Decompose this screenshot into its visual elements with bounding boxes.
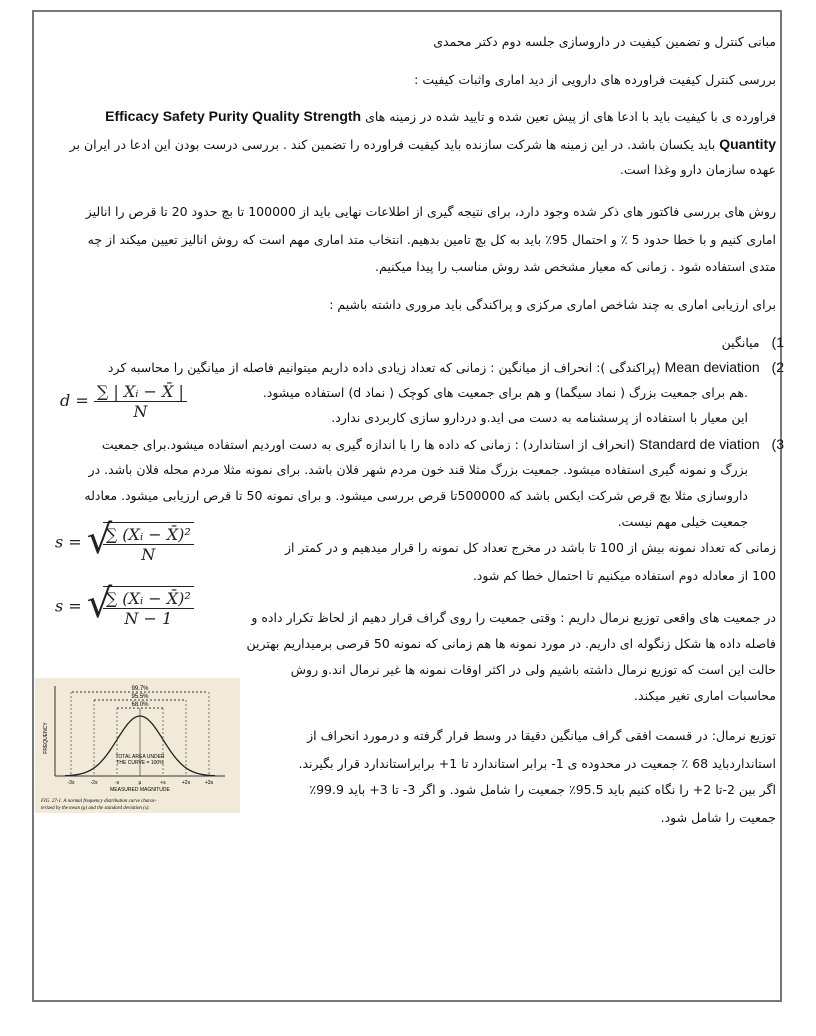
list-number-2: 2) — [771, 359, 784, 375]
x-tick-label: +2s — [181, 780, 191, 786]
paragraph-1-line-1 — [105, 108, 776, 124]
radical-sign-icon: √ — [86, 517, 113, 563]
list-item-3-line-4: جمعیت خیلی مهم نیست. — [617, 514, 748, 529]
paragraph-2-line-2: اماری کنیم و با خطا حدود 5 ٪ و احتمال 95٪ باید به کل بچ تامین بدهیم. انتخاب متد اماری مهم است که روش انالیز تعیین میکند از چه — [87, 232, 776, 247]
figure-caption-2: terized by the mean (μ) and the standard deviation (s). — [41, 806, 150, 811]
radical-sign-icon: √ — [86, 581, 113, 627]
list-item-3-line-1: (انحراف از استاندارد) : زمانی که داده ها را با اندازه گیری به دست اوردیم استفاده میشود.برای جمعیت — [101, 437, 635, 452]
formula-numerator: ∑ | Xᵢ − X̄ | — [94, 382, 187, 402]
paragraph-2-line-3: متدی استفاده شود . زمانی که معیار مشخص شد روش مناسب را پیدا میکنیم. — [375, 259, 776, 274]
paragraph-1-line-3: عهده سازمان دارو وغذا است. — [619, 162, 776, 177]
paragraph-4-line-1: زمانی که تعداد نمونه بیش از 100 تا باشد در مخرج تعداد کل نمونه را قرار میدهیم و در کمتر از — [285, 540, 776, 555]
formula-lhs: d = — [60, 391, 89, 410]
x-tick-labels — [68, 780, 214, 786]
label-680: 68.0% — [131, 702, 149, 708]
label-997: 99.7% — [131, 686, 149, 692]
square-root — [86, 517, 194, 564]
paragraph-1-text: فراورده ی با کیفیت باید با ادعا های از پیش تعین شده و تایید شده در زمینه های — [365, 109, 776, 124]
x-tick-label: +3s — [204, 780, 214, 786]
paragraph-6-line-3: اگر بین 2-تا 2+ را نگاه کنیم باید 95.5٪ جمعیت را شامل شود. و اگر 3- تا 3+ باید 99.9٪ — [309, 782, 776, 797]
formula-denominator: N — [141, 545, 156, 564]
list-item-3-line-3: داروسازی مثلا بچ قرص شرکت ایکس باشد که 500000تا قرص بررسی میشود. و برای نمونه 50 تا قرص ارزیابی میشود. معادله — [84, 488, 748, 503]
x-tick-label: -3s — [67, 780, 75, 786]
x-tick-label: -s — [114, 780, 120, 786]
population-sd-formula — [55, 517, 194, 564]
paragraph-5-line-4: محاسبات اماری تغیر میکند. — [634, 688, 776, 703]
formula-lhs: s = — [55, 596, 82, 616]
list-number-3: 3) — [771, 436, 784, 452]
paragraph-6-line-2: استانداردباید 68 ٪ جمعیت در محدوده ی 1- برابر استاندارد تا 1+ برابراستاندارد قرار بگیرند. — [298, 756, 776, 771]
document-subtitle: بررسی کنترل کیفیت فراورده های دارویی از دید اماری واثبات کیفیت : — [414, 72, 776, 87]
paragraph-5-line-1: در جمعیت های واقعی توزیع نرمال داریم : وقتی جمعیت را روی گراف قرار دهیم از لحاظ تکرار داده و — [251, 610, 776, 625]
paragraph-5-line-3: حالت این است که توزیع نرمال داشته باشیم ولی در اکثر اوقات نمونه ها غیر نرمال اند.و روش — [290, 662, 776, 677]
list-number-1: 1) — [771, 334, 784, 350]
x-axis-label: MEASURED MAGNITUDE — [110, 787, 170, 793]
formula-denominator: N — [133, 402, 148, 421]
list-item-3 — [102, 436, 784, 452]
sample-sd-formula — [55, 581, 194, 628]
square-root — [86, 581, 194, 628]
formula-fraction — [94, 382, 187, 421]
paragraph-5-line-2: فاصله داده ها شکل زنگوله ای داریم. در مورد نمونه ها هم زمانی که نمونه 50 قرصی برمیداریم بهترین — [246, 636, 776, 651]
mean-deviation-term: Mean deviation — [664, 359, 760, 375]
list-item-2-line-1: (پراکندگی ): انحراف از میانگین : زمانی که تعداد زیادی داده داریم میتوانیم فاصله از میانگین را محاسبه کرد — [107, 360, 661, 375]
paragraph-6-line-1: توزیع نرمال: در قسمت افقی گراف میانگین دقیقا در وسط قرار گرفته و درمورد انحراف از — [307, 728, 776, 743]
document-title: مبانی کنترل و تضمین کیفیت در داروسازی جلسه دوم دکتر محمدی — [433, 34, 776, 49]
quality-terms: Efficacy Safety Purity Quality Strength — [105, 108, 362, 124]
figure-caption-1: FIG. 27-1. A normal frequency distribution curve charac- — [41, 799, 157, 804]
paragraph-3: برای ارزیابی اماری به چند شاخص اماری مرکزی و پراکندگی باید مروری داشته باشیم : — [329, 297, 776, 312]
list-item-2-line-3: این معیار با استفاده از پرسشنامه به دست می اید.و دردارو سازی کاربردی ندارد. — [331, 410, 748, 425]
formula-numerator: ∑ (Xᵢ − X̄)² — [103, 589, 194, 609]
formula-lhs: s = — [55, 532, 82, 552]
page-frame — [32, 10, 782, 1002]
formula-denominator: N − 1 — [124, 609, 173, 628]
x-tick-label: -2s — [90, 780, 98, 786]
list-item-1-text: میانگین — [721, 335, 760, 350]
mean-deviation-formula — [60, 382, 187, 421]
list-item-2-line-2: .هم برای جمعیت بزرگ ( نماد سیگما) و هم برای جمعیت های کوچک ( نماد d) استفاده میشود. — [262, 385, 748, 400]
area-label-2: THE CURVE = 100% — [116, 760, 164, 766]
paragraph-1-line-2-text: باید یکسان باشد. در این زمینه ها شرکت سازنده باید کیفیت فراورده را تضمین کند . بررسی درست بودن این ادعا در ایران بر — [69, 137, 716, 152]
label-955: 95.5% — [131, 694, 149, 700]
paragraph-6-line-4: جمعیت را شامل شود. — [660, 810, 776, 825]
paragraph-4-line-2: 100 از معادله دوم استفاده میکنیم تا احتمال خطا کم شود. — [472, 568, 776, 583]
formula-numerator: ∑ (Xᵢ − X̄)² — [103, 525, 194, 545]
y-axis-label: FREQUENCY — [43, 722, 49, 754]
list-item-3-line-2: بزرگ و نمونه گیری استفاده میشود. جمعیت بزرگ مثلا قند خون مردم شهر فلان باشد. برای نمونه مثلا مردم محله فلان باشد. در — [88, 462, 748, 477]
normal-distribution-figure — [35, 678, 240, 813]
quantity-term: Quantity — [719, 136, 776, 152]
x-tick-label: +s — [160, 780, 166, 786]
formula-fraction — [103, 525, 194, 564]
area-label-1: TOTAL AREA UNDER — [115, 754, 165, 760]
paragraph-1-line-2 — [70, 136, 776, 152]
formula-fraction — [103, 589, 194, 628]
list-item-2 — [108, 359, 784, 375]
paragraph-2-line-1: روش های بررسی فاکتور های ذکر شده وجود دارد، برای نتیجه گیری از اطلاعات نهایی باید از 100000 تا بچ حدود 20 تا قرص را انالیز — [85, 204, 776, 219]
list-item-1 — [722, 334, 784, 350]
standard-deviation-term: Standard de viation — [638, 436, 760, 452]
x-tick-label: μ — [138, 780, 142, 786]
normal-curve-svg — [35, 678, 240, 813]
